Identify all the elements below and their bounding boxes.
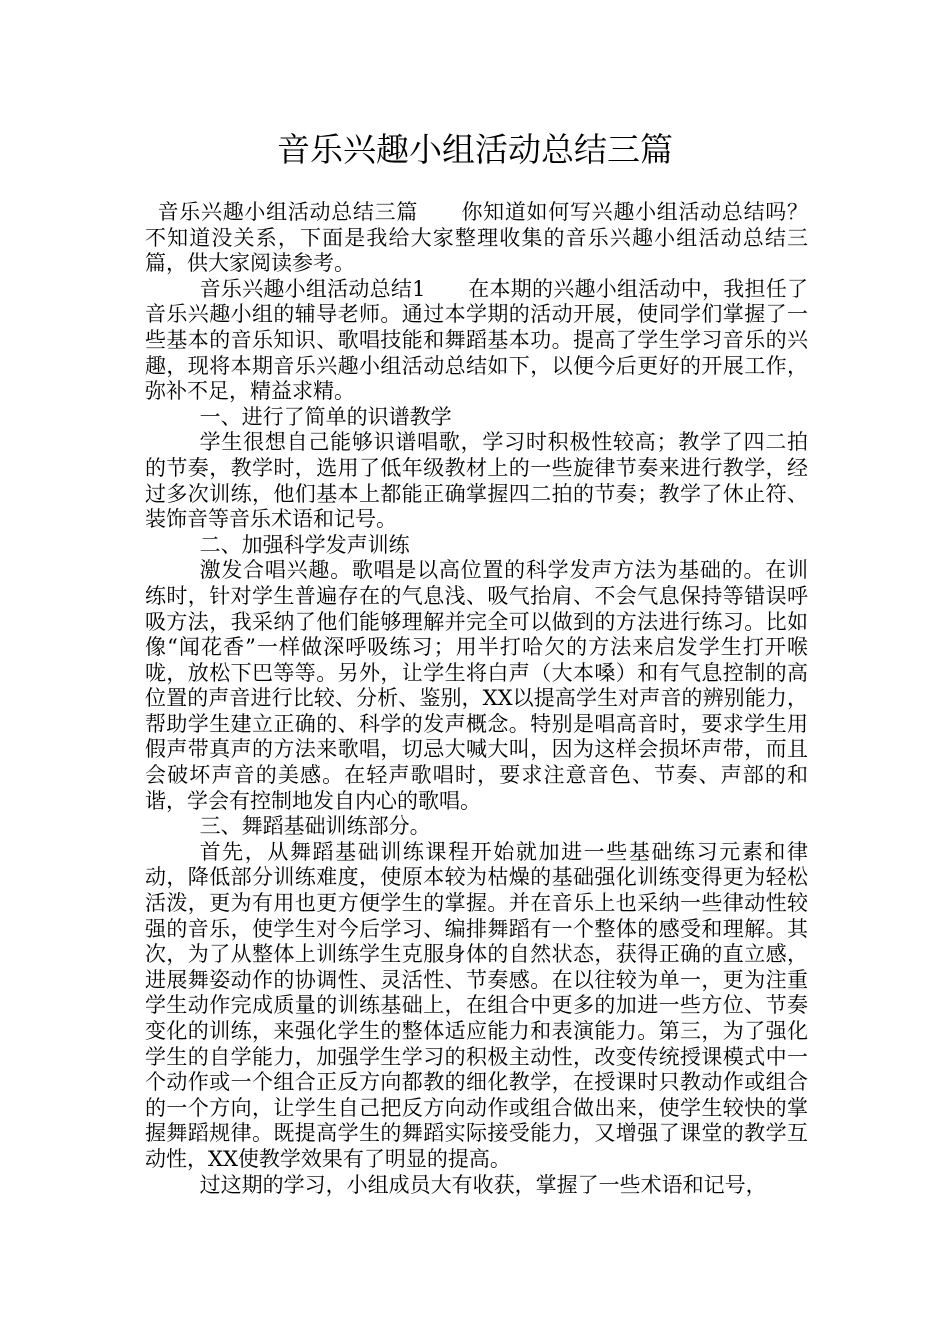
intro-paragraph: 音乐兴趣小组活动总结三篇 你知道如何写兴趣小组活动总结吗？不知道没关系，下面是我给大家整理收集的音乐兴趣小组活动总结三篇，供大家阅读参考。 <box>145 200 808 276</box>
dance-training-paragraph: 首先，从舞蹈基础训练课程开始就加进一些基础练习元素和律动，降低部分训练难度，使原本较为枯燥的基础强化训练变得更为轻松活泼，更为有用也更方便学生的掌握。并在音乐上也采纳一些律动性较强的音乐，使学生对今后学习、编排舞蹈有一个整体的感受和理解。其次，为了从整体上训练学生克服身体的自然状态，获得正确的直立感，进展舞姿动作的协调性、灵活性、节奏感。在以往较为单一，更为注重学生动作完成质量的训练基础上，在组合中更多的加进一些方位、节奏变化的训练，来强化学生的整体适应能力和表演能力。第三，为了强化学生的自学能力，加强学生学习的积极主动性，改变传统授课模式中一个动作或一个组合正反方向都教的细化教学，在授课时只教动作或组合的一个方向，让学生自己把反方向动作或组合做出来，使学生较快的掌握舞蹈规律。既提高学生的舞蹈实际接受能力，又增强了课堂的教学互动性，XX使教学效果有了明显的提高。 <box>145 839 808 1171</box>
summary-1-opening-paragraph: 音乐兴趣小组活动总结1 在本期的兴趣小组活动中，我担任了音乐兴趣小组的辅导老师。通过本学期的活动开展，使同学们掌握了一些基本的音乐知识、歌唱技能和舞蹈基本功。提高了学生学习音乐的兴趣，现将本期音乐兴趣小组活动总结如下，以便今后更好的开展工作，弥补不足，精益求精。 <box>145 276 808 404</box>
closing-paragraph: 过这期的学习，小组成员大有收获，掌握了一些术语和记号， <box>199 1172 767 1197</box>
section-heading-dance-training: 三、舞蹈基础训练部分。 <box>199 814 431 839</box>
section-heading-vocal-training: 二、加强科学发声训练 <box>199 532 410 557</box>
document-body <box>145 200 808 1198</box>
document-title: 音乐兴趣小组活动总结三篇 <box>277 130 673 169</box>
section-heading-notation: 一、进行了简单的识谱教学 <box>199 404 452 429</box>
vocal-training-paragraph: 激发合唱兴趣。歌唱是以高位置的科学发声方法为基础的。在训练时，针对学生普遍存在的气息浅、吸气抬肩、不会气息保持等错误呼吸方法，我采纳了他们能够理解并完全可以做到的方法进行练习。比如像“闻花香”一样做深呼吸练习；用半打哈欠的方法来启发学生打开喉咙，放松下巴等等。另外，让学生将白声（大本嗓）和有气息控制的高位置的声音进行比较、分析、鉴别，XX以提高学生对声音的辨别能力，帮助学生建立正确的、科学的发声概念。特别是唱高音时，要求学生用假声带真声的方法来歌唱，切忌大喊大叫，因为这样会损坏声带，而且会破坏声音的美感。在轻声歌唱时，要求注意音色、节奏、声部的和谐，学会有控制地发自内心的歌唱。 <box>145 558 808 813</box>
notation-paragraph: 学生很想自己能够识谱唱歌，学习时积极性较高；教学了四二拍的节奏，教学时，选用了低年级教材上的一些旋律节奏来进行教学，经过多次训练，他们基本上都能正确掌握四二拍的节奏；教学了休止符、装饰音等音乐术语和记号。 <box>145 430 808 532</box>
